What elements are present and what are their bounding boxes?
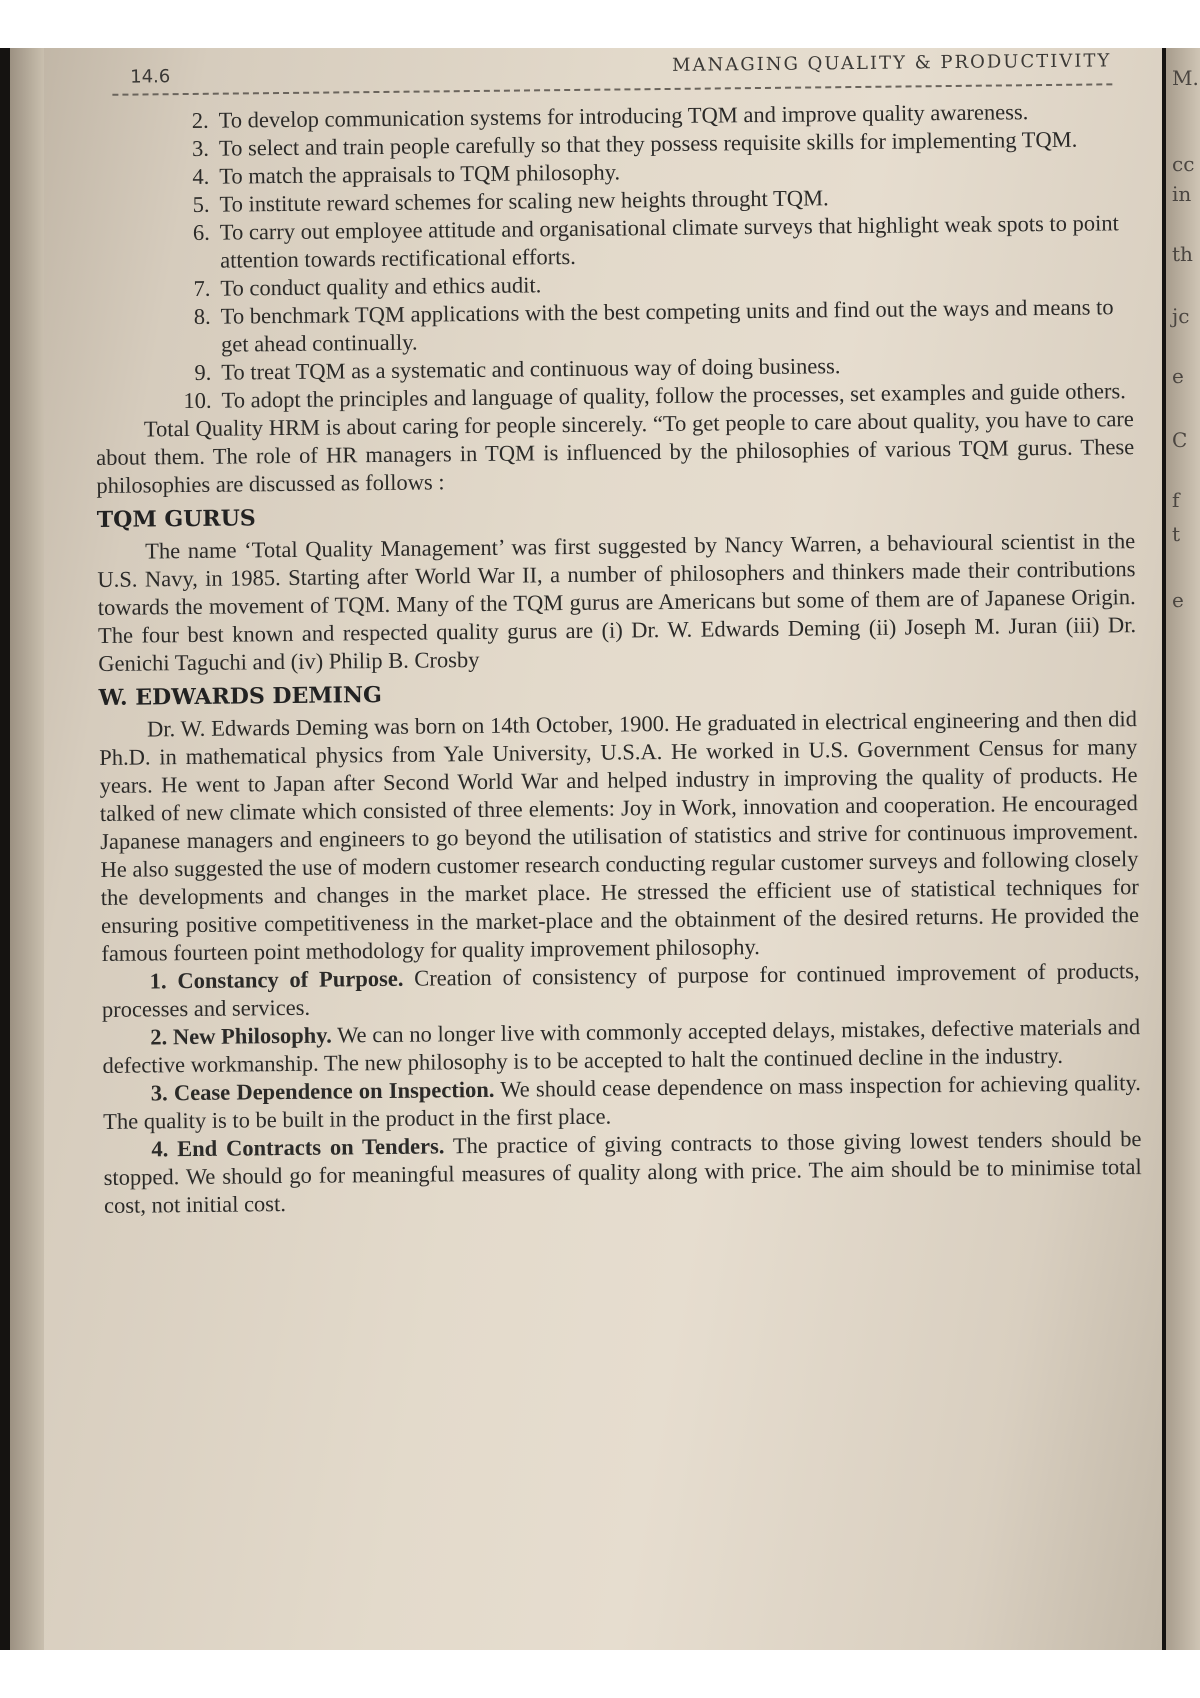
point-paragraph bbox=[103, 1125, 1142, 1220]
facing-page-fragment: f bbox=[1172, 488, 1180, 512]
facing-page-fragment: t bbox=[1172, 522, 1181, 546]
point-text: The practice of giving contracts to those giving lowest tenders should be stopped. We should go for meaningful measures of quality along with price. The aim should be to minimise total cost, not initial cost. bbox=[103, 1126, 1142, 1218]
facing-page-fragment: th bbox=[1172, 242, 1193, 266]
tqm-gurus-heading: TQM GURUS bbox=[96, 505, 256, 533]
point-title: 3. Cease Dependence on Inspection. bbox=[150, 1076, 495, 1106]
point-title: 4. End Contracts on Tenders. bbox=[151, 1133, 445, 1162]
facing-page-fragment: cc bbox=[1172, 152, 1195, 176]
list-item-number: 5. bbox=[192, 191, 210, 217]
photo-frame bbox=[0, 48, 1200, 1650]
point-text: We can no longer live with commonly accepted delays, mistakes, defective materials and defective workmanship. The new philosophy is to be accepted to halt the continued decline in the industry. bbox=[102, 1014, 1141, 1078]
point-text: We should cease dependence on mass inspection for achieving quality. The quality is to be built in the product in the first place. bbox=[103, 1070, 1141, 1134]
list-item-number: 9. bbox=[194, 359, 212, 385]
facing-page-fragment: e bbox=[1172, 364, 1184, 388]
page-gutter bbox=[10, 48, 44, 1650]
book-page bbox=[10, 48, 1162, 1650]
hrm-paragraph: Total Quality HRM is about caring for people sincerely. “To get people to care about quality, you have to care about them. The role of HR managers in TQM is influenced by the philosophies of various TQM gurus. These philosophies are discussed as follows : bbox=[96, 406, 1135, 498]
list-item-number: 7. bbox=[193, 275, 211, 301]
deming-paragraph: Dr. W. Edwards Deming was born on 14th October, 1900. He graduated in electrical engineering and then did Ph.D. in mathematical physics from Yale University, U.S.A. He worked in U.S. Government Census for many years. He went to Japan after Second World War and helped industry in improving the quality of products. He talked of new climate which consisted of three elements: Joy in Work, innovation and cooperation. He encouraged Japanese managers and engineers to go beyond the utilisation of statistics and strive for continuous improvement. He also suggested the use of modern customer research conducting regular customer surveys and following closely the developments and changes in the market place. He stressed the efficient use of statistical techniques for ensuring positive competitiveness in the market-place and the obtainment of the desired returns. He provided the famous fourteen point methodology for quality improvement philosophy. bbox=[99, 706, 1140, 966]
point-text: Creation of consistency of purpose for continued improvement of products, processes and services. bbox=[101, 958, 1140, 1022]
page-number: 14.6 bbox=[130, 66, 171, 88]
facing-page-fragment: M. bbox=[1172, 66, 1199, 90]
list-item-text: To match the appraisals to TQM philosophy. bbox=[219, 159, 621, 189]
list-item-text: To carry out employee attitude and organisational climate surveys that highlight weak spots to point attention towards rectificational efforts. bbox=[219, 210, 1119, 273]
list-item-text: To adopt the principles and language of quality, follow the processes, set examples and guide others. bbox=[221, 378, 1126, 413]
list-item-number: 8. bbox=[193, 303, 211, 329]
list-item-text: To benchmark TQM applications with the best competing units and find out the ways and means to get ahead continually. bbox=[220, 294, 1114, 357]
facing-page-fragment: jc bbox=[1172, 304, 1190, 328]
list-item-number: 2. bbox=[191, 107, 209, 133]
facing-page-fragment: C bbox=[1172, 428, 1188, 452]
running-head: MANAGING QUALITY & PRODUCTIVITY bbox=[671, 50, 1112, 76]
facing-page-edge bbox=[1166, 48, 1200, 1650]
point-title: 1. Constancy of Purpose. bbox=[149, 965, 404, 994]
facing-page-fragment: in bbox=[1172, 182, 1192, 206]
page-content bbox=[92, 48, 1142, 1220]
list-item-number: 3. bbox=[191, 135, 210, 161]
tqm-gurus-paragraph: The name ‘Total Quality Management’ was first suggested by Nancy Warren, a behavioural scientist in the U.S. Navy, in 1985. Starting after World War II, a number of philosophers and thinkers made their contributions towards the movement of TQM. Many of the TQM gurus are Americans but some of them are of Japanese Origin. The four best known and respected quality gurus are (i) Dr. W. Edwards Deming (ii) Joseph M. Juran (iii) Dr. Genichi Taguchi and (iv) Philip B. Crosby bbox=[97, 528, 1137, 676]
facing-page-fragment: e bbox=[1172, 588, 1184, 612]
page-header bbox=[92, 48, 1130, 88]
list-item-text: To select and train people carefully so that they possess requisite skills for implementing TQM. bbox=[218, 126, 1078, 161]
point-title: 2. New Philosophy. bbox=[150, 1022, 332, 1050]
list-item-text: To develop communication systems for introducing TQM and improve quality awareness. bbox=[218, 99, 1029, 133]
list-item-number: 4. bbox=[192, 163, 210, 189]
deming-heading: W. EDWARDS DEMING bbox=[98, 682, 382, 711]
list-item-number: 10. bbox=[183, 387, 212, 414]
list-item-text: To institute reward schemes for scaling new heights throught TQM. bbox=[219, 185, 829, 217]
objectives-list bbox=[93, 97, 1134, 416]
list-item-text: To conduct quality and ethics audit. bbox=[220, 272, 542, 301]
list-item-number: 6. bbox=[192, 219, 210, 245]
list-item-text: To treat TQM as a systematic and continuous way of doing business. bbox=[221, 353, 841, 385]
